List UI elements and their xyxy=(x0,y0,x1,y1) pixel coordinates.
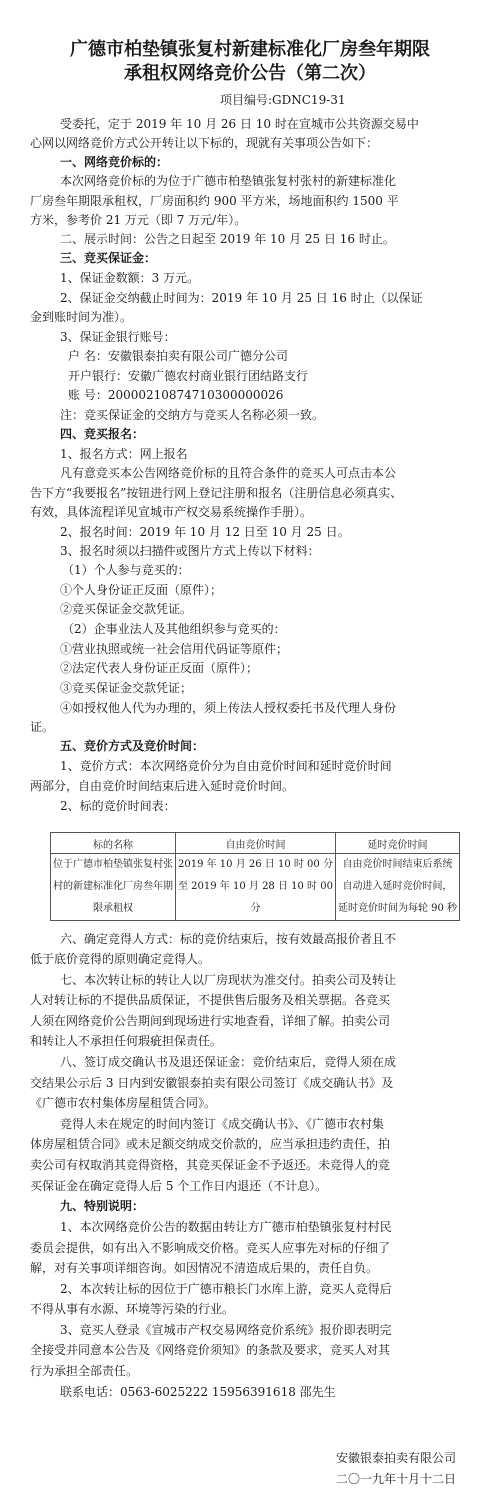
paragraph-line: 户 名：安徽银泰拍卖有限公司广德分公司 xyxy=(68,349,288,363)
header-delay-bidding: 延时竞价时间 xyxy=(335,833,459,854)
header-item-name: 标的名称 xyxy=(51,833,176,854)
paragraph-line: 心网以网络竞价方式公开转让以下标的，现就有关事项公告如下： xyxy=(30,136,379,150)
paragraph-line: 联系电话：0563-6025222 15956391618 邵先生 xyxy=(60,1385,336,1399)
signature-company: 安徽银泰拍卖有限公司 xyxy=(335,1451,456,1465)
header-free-bidding: 自由竞价时间 xyxy=(176,833,336,854)
paragraph-line: 2、报名时间：2019 年 10 月 12 日至 10 月 25 日。 xyxy=(60,525,350,539)
paragraph-line: 3、保证金银行账号： xyxy=(60,330,176,344)
paragraph-line: 六、确定竞得人方式：标的竞价结束后，按有效最高报价者且不 xyxy=(60,932,397,946)
paragraph-line: 买保证金在确定竞得人后 5 个工作日内退还（不计息）。 xyxy=(30,1179,328,1193)
paragraph-line: 竞得人未在规定的时间内签订《成交确认书》、《广德市农村集 xyxy=(60,1117,385,1131)
paragraph-line: 人对转让标的不提供品质保证，不提供售后服务及相关票据。各竞买 xyxy=(30,993,391,1007)
paragraph-line: 低于底价竞得的原则确定竞得人。 xyxy=(30,952,211,966)
paragraph-line: 人须在网络竞价公告期间到现场进行实地查看，详细了解。拍卖公司 xyxy=(30,1014,391,1028)
paragraph-line: 告下方“我要报名”按钮进行网上登记注册和报名（注册信息必须真实、 xyxy=(30,486,403,500)
cell-line: 位于广德市柏垫镇张复村张 xyxy=(53,859,173,870)
paragraph-line: 委员会提供，如有出入不影响成交价格。竞买人应事先对标的仔细了 xyxy=(30,1241,391,1255)
paragraph-line: 注：竞买保证金的交纳方与竞买人名称必须一致。 xyxy=(60,408,325,422)
paragraph-line: 行为承担全部责任。 xyxy=(30,1364,139,1378)
paragraph-line: 1、竞价方式：本次网络竞价分为自由竞价时间和延时竞价时间 xyxy=(60,759,392,773)
section-heading: 三、竞买保证金： xyxy=(60,251,157,265)
cell-free-time xyxy=(176,854,336,921)
cell-line: 2019 年 10 月 26 日 10 时 00 分 xyxy=(178,859,333,870)
signature-date: 二〇一九年十月十二日 xyxy=(335,1472,456,1486)
paragraph-line: 开户银行：安徽广德农村商业银行团结路支行 xyxy=(68,369,309,383)
paragraph-line: 不得从事有水源、环境等污染的行业。 xyxy=(30,1302,235,1316)
cell-line: 自动进入延时竞价时间， xyxy=(342,881,453,892)
section-heading: 五、竞价方式及竞价时间： xyxy=(60,739,205,753)
cell-line: 限承租权 xyxy=(93,903,133,914)
paragraph-line: 和转让人不承担任何瑕疵担保责任。 xyxy=(30,1034,223,1048)
paragraph-line: 八、签订成交确认书及退还保证金：竞价结束后，竞得人须在成 xyxy=(60,1055,397,1069)
paragraph-line: 体房屋租赁合同》或未足额交纳成交价款的，应当承担违约责任，拍 xyxy=(30,1137,391,1151)
section-heading: 四、竞买报名： xyxy=(60,427,145,441)
cell-line: 自由竞价时间结束后系统 xyxy=(342,859,453,870)
paragraph-line: 全接受并同意本公告及《网络竞价须知》的条款及要求，竞买人对其 xyxy=(30,1343,391,1357)
paragraph-line: 二、展示时间：公告之日起至 2019 年 10 月 25 日 16 时止。 xyxy=(60,232,395,246)
paragraph-line: 厂房叁年期限承租权，厂房面积约 900 平方米，场地面积约 1500 平 xyxy=(30,194,399,208)
paragraph-line: 《广德市农村集体房屋租赁合同》。 xyxy=(30,1096,217,1110)
paragraph-line: 解，对有关事项详细咨询。如因情况不清造成后果的，责任自负。 xyxy=(30,1261,379,1275)
paragraph-line: ①个人身份证正反面（原件）； xyxy=(60,583,223,597)
title-line-1: 广德市柏垫镇张复村新建标准化厂房叁年期限 xyxy=(70,39,430,60)
paragraph-line: 3、竞买人登录《宣城市产权交易网络竞价系统》报价即表明完 xyxy=(60,1323,392,1337)
paragraph-line: 1、保证金数额：3 万元。 xyxy=(60,271,200,285)
paragraph-line: 本次网络竞价标的为位于广德市柏垫镇张复村张村的新建标准化 xyxy=(60,174,397,188)
title-line-2: 承租权网络竞价公告（第二次） xyxy=(124,63,376,84)
paragraph-line: ①营业执照或统一社会信用代码证等原件； xyxy=(60,642,289,656)
paragraph-line: 2、标的竞价时间表： xyxy=(60,799,176,813)
paragraph-line: 有效，具体流程详见宣城市产权交易系统操作手册）。 xyxy=(30,505,313,519)
paragraph-line: ④如授权他人代为办理的，须上传法人授权委托书及代理人身份 xyxy=(60,701,397,715)
paragraph-line: （2）企事业法人及其他组织参与竞买的： xyxy=(62,622,286,636)
cell-line: 延时竞价时间为每轮 90 秒 xyxy=(337,903,458,914)
schedule-table-header xyxy=(51,833,460,854)
paragraph-line: 七、本次转让标的转让人以厂房现状为准交付。拍卖公司及转让 xyxy=(60,973,397,987)
cell-line: 分 xyxy=(250,903,261,914)
project-number: 项目编号:GDNC19-31 xyxy=(220,93,346,107)
paragraph-line: 3、报名时须以扫描件或图片方式上传以下材料： xyxy=(60,544,320,558)
paragraph-line: 1、本次网络竞价公告的数据由转让方广德市柏垫镇张复村村民 xyxy=(60,1220,392,1234)
cell-line: 至 2019 年 10 月 28 日 10 时 00 xyxy=(178,881,333,892)
paragraph-line: 1、报名方式：网上报名 xyxy=(60,447,188,461)
paragraph-line: 账 号：20000210874710300000026 xyxy=(68,388,284,402)
paragraph-line: 凡有意竞买本公告网络竞价标的且符合条件的竞买人可点击本公 xyxy=(60,466,397,480)
paragraph-line: 证。 xyxy=(30,720,55,734)
schedule-table xyxy=(50,832,460,921)
paragraph-line: 2、保证金交纳截止时间为：2019 年 10 月 25 日 16 时止（以保证 xyxy=(60,291,423,305)
section-heading: 一、网络竞价标的： xyxy=(60,155,169,169)
paragraph-line: ③竞买保证金交款凭证； xyxy=(60,681,193,695)
table-row xyxy=(51,854,460,921)
cell-line: 村的新建标准化厂房叁年期 xyxy=(53,881,173,892)
paragraph-line: 金到账时间为准）。 xyxy=(30,310,133,324)
paragraph-line: （1）个人参与竞买的： xyxy=(62,563,190,577)
cell-delay-time xyxy=(335,854,459,921)
paragraph-line: ②法定代表人身份证正反面（原件）； xyxy=(60,661,259,675)
paragraph-line: ②竞买保证金交款凭证。 xyxy=(60,602,193,616)
section-heading: 九、特别说明： xyxy=(60,1199,145,1213)
paragraph-line: 受委托，定于 2019 年 10 月 26 日 10 时在宣城市公共资源交易中 xyxy=(60,117,419,131)
cell-item-name xyxy=(51,854,176,921)
paragraph-line: 交结果公示后 3 日内到安徽银泰拍卖有限公司签订《成交确认书》及 xyxy=(30,1076,394,1090)
paragraph-line: 卖公司有权取消其竞得资格，其竞买保证金不予返还。未竞得人的竞 xyxy=(30,1158,391,1172)
paragraph-line: 2、本次转让标的因位于广德市粮长门水库上游，竞买人竞得后 xyxy=(60,1282,392,1296)
paragraph-line: 两部分，自由竞价时间结束后进入延时竞价时间。 xyxy=(30,779,295,793)
paragraph-line: 方米，参考价 21 万元（即 7 万元/年）。 xyxy=(30,213,247,227)
